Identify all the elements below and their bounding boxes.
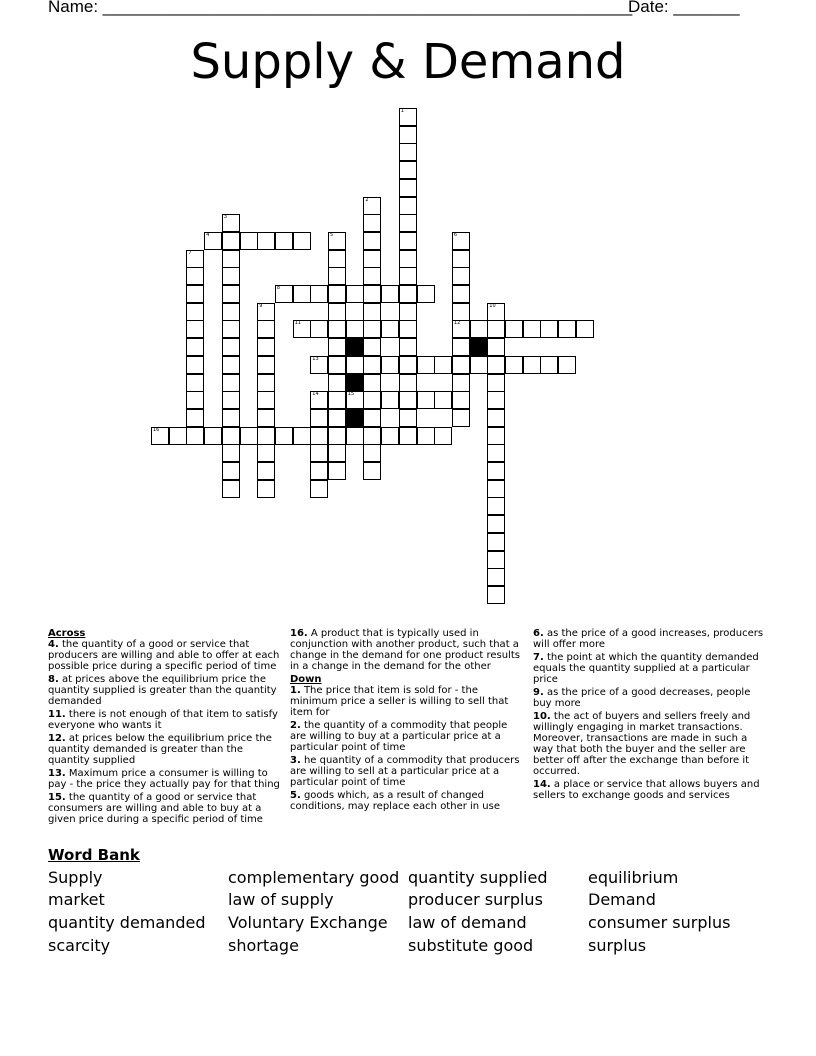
crossword-cell[interactable] bbox=[399, 391, 417, 409]
cell-number: 13 bbox=[312, 355, 319, 362]
crossword-cell[interactable] bbox=[257, 303, 275, 321]
crossword-cell[interactable] bbox=[399, 374, 417, 392]
crossword-cell[interactable] bbox=[363, 285, 381, 303]
word-bank-item: surplus bbox=[588, 936, 647, 955]
crossword-cell[interactable] bbox=[257, 338, 275, 356]
cell-number: 9 bbox=[259, 302, 263, 309]
crossword-cell[interactable] bbox=[240, 232, 258, 250]
word-bank-item: law of supply bbox=[228, 890, 334, 909]
crossword-cell[interactable] bbox=[275, 232, 293, 250]
crossword-cell[interactable] bbox=[328, 320, 346, 338]
crossword-cell[interactable] bbox=[151, 427, 169, 445]
crossword-cell[interactable] bbox=[487, 568, 505, 586]
crossword-cell[interactable] bbox=[399, 126, 417, 144]
word-bank-item: quantity demanded bbox=[48, 913, 206, 932]
crossword-cell[interactable] bbox=[310, 285, 328, 303]
crossword-cell[interactable] bbox=[452, 285, 470, 303]
crossword-cell[interactable] bbox=[363, 250, 381, 268]
crossword-cell[interactable] bbox=[452, 338, 470, 356]
crossword-cell[interactable] bbox=[257, 480, 275, 498]
name-label: Name: bbox=[48, 0, 103, 16]
crossword-cell[interactable] bbox=[310, 462, 328, 480]
crossword-cell[interactable] bbox=[222, 338, 240, 356]
crossword-cell[interactable] bbox=[558, 356, 576, 374]
crossword-black-cell bbox=[346, 374, 364, 392]
crossword-cell[interactable] bbox=[186, 356, 204, 374]
cell-number: 14 bbox=[312, 391, 319, 398]
crossword-cell[interactable] bbox=[399, 143, 417, 161]
crossword-cell[interactable] bbox=[487, 427, 505, 445]
crossword-black-cell bbox=[346, 338, 364, 356]
crossword-cell[interactable] bbox=[346, 320, 364, 338]
page-title: Supply & Demand bbox=[190, 34, 626, 90]
crossword-cell[interactable] bbox=[452, 374, 470, 392]
cell-number: 2 bbox=[365, 196, 369, 203]
cell-number: 11 bbox=[294, 320, 301, 327]
word-bank-item: scarcity bbox=[48, 936, 111, 955]
crossword-cell[interactable] bbox=[328, 250, 346, 268]
crossword-cell[interactable] bbox=[470, 356, 488, 374]
crossword-cell[interactable] bbox=[328, 374, 346, 392]
crossword-cell[interactable] bbox=[328, 232, 346, 250]
crossword-black-cell bbox=[470, 338, 488, 356]
crossword-cell[interactable] bbox=[310, 480, 328, 498]
crossword-cell[interactable] bbox=[293, 320, 311, 338]
crossword-cell[interactable] bbox=[363, 356, 381, 374]
word-bank-item: market bbox=[48, 890, 105, 909]
cell-number: 15 bbox=[347, 391, 355, 398]
crossword-cell[interactable] bbox=[186, 391, 204, 409]
word-bank-item: Supply bbox=[48, 868, 103, 887]
crossword-cell[interactable] bbox=[222, 444, 240, 462]
crossword-cell[interactable] bbox=[487, 462, 505, 480]
crossword-cell[interactable] bbox=[452, 267, 470, 285]
word-bank-item: consumer surplus bbox=[588, 913, 731, 932]
crossword-cell[interactable] bbox=[363, 338, 381, 356]
crossword-cell[interactable] bbox=[310, 444, 328, 462]
crossword-cell[interactable] bbox=[487, 444, 505, 462]
crossword-cell[interactable] bbox=[222, 250, 240, 268]
crossword-cell[interactable] bbox=[487, 338, 505, 356]
crossword-cell[interactable] bbox=[186, 303, 204, 321]
crossword-cell[interactable] bbox=[310, 391, 328, 409]
crossword-cell[interactable] bbox=[399, 179, 417, 197]
crossword-cell[interactable] bbox=[363, 214, 381, 232]
crossword-cell[interactable] bbox=[328, 444, 346, 462]
crossword-cell[interactable] bbox=[293, 427, 311, 445]
crossword-cell[interactable] bbox=[275, 427, 293, 445]
cell-number: 3 bbox=[223, 214, 227, 221]
crossword-cell[interactable] bbox=[363, 462, 381, 480]
crossword-cell[interactable] bbox=[399, 232, 417, 250]
crossword-cell[interactable] bbox=[505, 356, 523, 374]
crossword-cell[interactable] bbox=[487, 374, 505, 392]
crossword-cell[interactable] bbox=[363, 197, 381, 215]
crossword-cell[interactable] bbox=[222, 462, 240, 480]
crossword-cell[interactable] bbox=[222, 214, 240, 232]
cell-number: 4 bbox=[206, 231, 210, 238]
crossword-cell[interactable] bbox=[257, 427, 275, 445]
crossword-cell[interactable] bbox=[452, 356, 470, 374]
crossword-cell[interactable] bbox=[328, 285, 346, 303]
crossword-cell[interactable] bbox=[452, 391, 470, 409]
crossword-cell[interactable] bbox=[310, 409, 328, 427]
crossword-cell[interactable] bbox=[186, 409, 204, 427]
crossword-cell[interactable] bbox=[487, 586, 505, 604]
clue-column-3 bbox=[533, 628, 765, 803]
clue-down-5: 5. goods which, as a result of changed conditions, may replace each other in use bbox=[290, 790, 501, 812]
crossword-cell[interactable] bbox=[452, 250, 470, 268]
crossword-cell[interactable] bbox=[487, 303, 505, 321]
clue-across-8: 8. at prices above the equilibrium price the quantity supplied is greater than the quantity demanded bbox=[48, 674, 277, 707]
clue-down-2: 2. the quantity of a commodity that people are willing to buy at a particular price at a particular point of time bbox=[290, 720, 508, 753]
crossword-cell[interactable] bbox=[363, 427, 381, 445]
cell-number: 7 bbox=[188, 249, 192, 256]
crossword-cell[interactable] bbox=[487, 320, 505, 338]
crossword-cell[interactable] bbox=[257, 444, 275, 462]
crossword-cell[interactable] bbox=[487, 551, 505, 569]
crossword-cell[interactable] bbox=[452, 320, 470, 338]
crossword-cell[interactable] bbox=[328, 303, 346, 321]
crossword-cell[interactable] bbox=[257, 356, 275, 374]
word-bank-item: complementary good bbox=[228, 868, 400, 887]
word-bank-title: Word Bank bbox=[48, 846, 140, 864]
crossword-cell[interactable] bbox=[363, 232, 381, 250]
word-bank-item: substitute good bbox=[408, 936, 534, 955]
clue-across-4: 4. the quantity of a good or service that producers are willing and able to offer at each possible price during a specific period of time bbox=[48, 639, 280, 672]
crossword-cell[interactable] bbox=[328, 462, 346, 480]
crossword-cell[interactable] bbox=[328, 338, 346, 356]
cell-number: 6 bbox=[453, 231, 458, 238]
clue-across-15: 15. the quantity of a good or service that consumers are willing and able to buy at a given price during a specific period of time bbox=[48, 792, 263, 825]
crossword-cell[interactable] bbox=[399, 267, 417, 285]
crossword-cell[interactable] bbox=[222, 285, 240, 303]
crossword-cell[interactable] bbox=[399, 285, 417, 303]
cell-number: 5 bbox=[330, 231, 334, 238]
clue-down-1: 1. The price that item is sold for - the minimum price a seller is willing to sell that item for bbox=[290, 685, 509, 718]
crossword-cell[interactable] bbox=[363, 320, 381, 338]
crossword-cell[interactable] bbox=[470, 320, 488, 338]
crossword-cell[interactable] bbox=[222, 320, 240, 338]
crossword-cell[interactable] bbox=[257, 320, 275, 338]
crossword-cell[interactable] bbox=[346, 391, 364, 409]
crossword-cell[interactable] bbox=[346, 427, 364, 445]
crossword-cell[interactable] bbox=[417, 356, 435, 374]
crossword-cell[interactable] bbox=[434, 356, 452, 374]
crossword-cell[interactable] bbox=[222, 356, 240, 374]
date-line[interactable]: _______ bbox=[673, 0, 740, 16]
crossword-cell[interactable] bbox=[399, 356, 417, 374]
crossword-cell[interactable] bbox=[186, 374, 204, 392]
crossword-cell[interactable] bbox=[399, 214, 417, 232]
word-bank-item: producer surplus bbox=[408, 890, 543, 909]
crossword-cell[interactable] bbox=[487, 391, 505, 409]
crossword-cell[interactable] bbox=[275, 285, 293, 303]
crossword-cell[interactable] bbox=[222, 267, 240, 285]
crossword-cell[interactable] bbox=[399, 338, 417, 356]
crossword-cell[interactable] bbox=[186, 320, 204, 338]
crossword-cell[interactable] bbox=[540, 356, 558, 374]
crossword-cell[interactable] bbox=[204, 427, 222, 445]
crossword-cell[interactable] bbox=[487, 409, 505, 427]
clue-across-11: 11. there is not enough of that item to satisfy everyone who wants it bbox=[48, 709, 278, 731]
cell-number: 8 bbox=[276, 285, 281, 291]
crossword-cell[interactable] bbox=[452, 409, 470, 427]
crossword-cell[interactable] bbox=[576, 320, 594, 338]
crossword-cell[interactable] bbox=[293, 232, 311, 250]
crossword-cell[interactable] bbox=[417, 285, 435, 303]
crossword-cell[interactable] bbox=[186, 427, 204, 445]
clue-across-12: 12. at prices below the equilibrium price the quantity demanded is greater than the quantity supplied bbox=[48, 733, 272, 766]
crossword-cell[interactable] bbox=[487, 356, 505, 374]
crossword-cell[interactable] bbox=[399, 320, 417, 338]
crossword-cell[interactable] bbox=[399, 108, 417, 126]
crossword-cell[interactable] bbox=[505, 320, 523, 338]
crossword-cell[interactable] bbox=[452, 232, 470, 250]
crossword-cell[interactable] bbox=[346, 285, 364, 303]
crossword-cell[interactable] bbox=[399, 427, 417, 445]
crossword-cell[interactable] bbox=[381, 356, 399, 374]
clue-down-14: 14. a place or service that allows buyers and sellers to exchange goods and services bbox=[533, 779, 760, 801]
cell-number: 10 bbox=[489, 302, 496, 309]
crossword-cell[interactable] bbox=[257, 232, 275, 250]
crossword-cell[interactable] bbox=[169, 427, 187, 445]
cell-number: 16 bbox=[153, 426, 160, 433]
word-bank-item: shortage bbox=[228, 936, 299, 955]
word-bank-item: quantity supplied bbox=[408, 868, 548, 887]
clue-column-2 bbox=[290, 628, 522, 814]
crossword-cell[interactable] bbox=[363, 267, 381, 285]
crossword-cell[interactable] bbox=[523, 356, 541, 374]
crossword-cell[interactable] bbox=[240, 427, 258, 445]
word-bank-item: equilibrium bbox=[588, 868, 679, 887]
crossword-cell[interactable] bbox=[381, 285, 399, 303]
crossword-cell[interactable] bbox=[328, 356, 346, 374]
crossword-cell[interactable] bbox=[417, 427, 435, 445]
crossword-cell[interactable] bbox=[186, 338, 204, 356]
crossword-cell[interactable] bbox=[257, 374, 275, 392]
word-bank-item: law of demand bbox=[408, 913, 527, 932]
crossword-cell[interactable] bbox=[399, 161, 417, 179]
crossword-cell[interactable] bbox=[381, 320, 399, 338]
crossword-cell[interactable] bbox=[487, 497, 505, 515]
crossword-cell[interactable] bbox=[257, 462, 275, 480]
clue-down-3: 3. he quantity of a commodity that producers are willing to sell at a particular price at a particular point of time bbox=[290, 755, 520, 788]
crossword-cell[interactable] bbox=[310, 320, 328, 338]
crossword-cell[interactable] bbox=[222, 427, 240, 445]
name-line[interactable]: ________________________________________________________ bbox=[102, 0, 633, 16]
crossword-cell[interactable] bbox=[328, 409, 346, 427]
crossword-cell[interactable] bbox=[434, 427, 452, 445]
word-bank-item: Voluntary Exchange bbox=[228, 913, 388, 932]
across-heading: Across bbox=[48, 628, 86, 639]
crossword-cell[interactable] bbox=[186, 267, 204, 285]
crossword-cell[interactable] bbox=[452, 303, 470, 321]
crossword-cell[interactable] bbox=[293, 285, 311, 303]
crossword-cell[interactable] bbox=[363, 374, 381, 392]
clue-column-1 bbox=[48, 628, 280, 827]
crossword-cell[interactable] bbox=[381, 427, 399, 445]
crossword-cell[interactable] bbox=[222, 374, 240, 392]
crossword-cell[interactable] bbox=[310, 427, 328, 445]
crossword-cell[interactable] bbox=[222, 232, 240, 250]
crossword-cell[interactable] bbox=[222, 303, 240, 321]
crossword-cell[interactable] bbox=[186, 250, 204, 268]
crossword-black-cell bbox=[346, 409, 364, 427]
cell-number: 1 bbox=[400, 108, 404, 114]
clue-across-13: 13. Maximum price a consumer is willing to pay - the price they actually pay for that thing bbox=[48, 768, 280, 790]
cell-number: 12 bbox=[453, 320, 461, 327]
date-label: Date: bbox=[628, 0, 674, 16]
clue-down-9: 9. as the price of a good decreases, people buy more bbox=[533, 687, 751, 709]
crossword-cell[interactable] bbox=[363, 303, 381, 321]
crossword-cell[interactable] bbox=[363, 409, 381, 427]
crossword-cell[interactable] bbox=[381, 391, 399, 409]
crossword-cell[interactable] bbox=[417, 391, 435, 409]
crossword-cell[interactable] bbox=[399, 409, 417, 427]
crossword-cell[interactable] bbox=[257, 409, 275, 427]
crossword-cell[interactable] bbox=[222, 391, 240, 409]
crossword-cell[interactable] bbox=[399, 303, 417, 321]
crossword-cell[interactable] bbox=[523, 320, 541, 338]
crossword-cell[interactable] bbox=[363, 391, 381, 409]
crossword-cell[interactable] bbox=[310, 356, 328, 374]
crossword-cell[interactable] bbox=[328, 267, 346, 285]
word-bank-item: Demand bbox=[588, 890, 656, 909]
crossword-cell[interactable] bbox=[558, 320, 576, 338]
down-heading: Down bbox=[290, 674, 322, 685]
crossword-cell[interactable] bbox=[346, 356, 364, 374]
crossword-cell[interactable] bbox=[399, 250, 417, 268]
crossword-cell[interactable] bbox=[434, 391, 452, 409]
crossword-cell[interactable] bbox=[222, 409, 240, 427]
crossword-cell[interactable] bbox=[399, 197, 417, 215]
crossword-cell[interactable] bbox=[186, 285, 204, 303]
crossword-cell[interactable] bbox=[540, 320, 558, 338]
crossword-cell[interactable] bbox=[487, 515, 505, 533]
crossword-cell[interactable] bbox=[487, 533, 505, 551]
crossword-cell[interactable] bbox=[363, 444, 381, 462]
crossword-cell[interactable] bbox=[328, 391, 346, 409]
clue-down-6: 6. as the price of a good increases, producers will offer more bbox=[533, 628, 764, 650]
clue-across-16: 16. A product that is typically used in conjunction with another product, such that a change in the demand for one product results in a change in the demand for the other bbox=[290, 628, 520, 672]
clue-down-7: 7. the point at which the quantity demanded equals the quantity supplied at a particular price bbox=[533, 652, 759, 685]
crossword-cell[interactable] bbox=[487, 480, 505, 498]
crossword-cell[interactable] bbox=[204, 232, 222, 250]
crossword-cell[interactable] bbox=[257, 391, 275, 409]
crossword-cell[interactable] bbox=[222, 480, 240, 498]
crossword-cell[interactable] bbox=[328, 427, 346, 445]
clue-down-10: 10. the act of buyers and sellers freely and willingly engaging in market transactions. Moreover, transactions are made in such a way that both the buyer and the seller are better off after the exchange than before it occurred. bbox=[533, 711, 751, 777]
